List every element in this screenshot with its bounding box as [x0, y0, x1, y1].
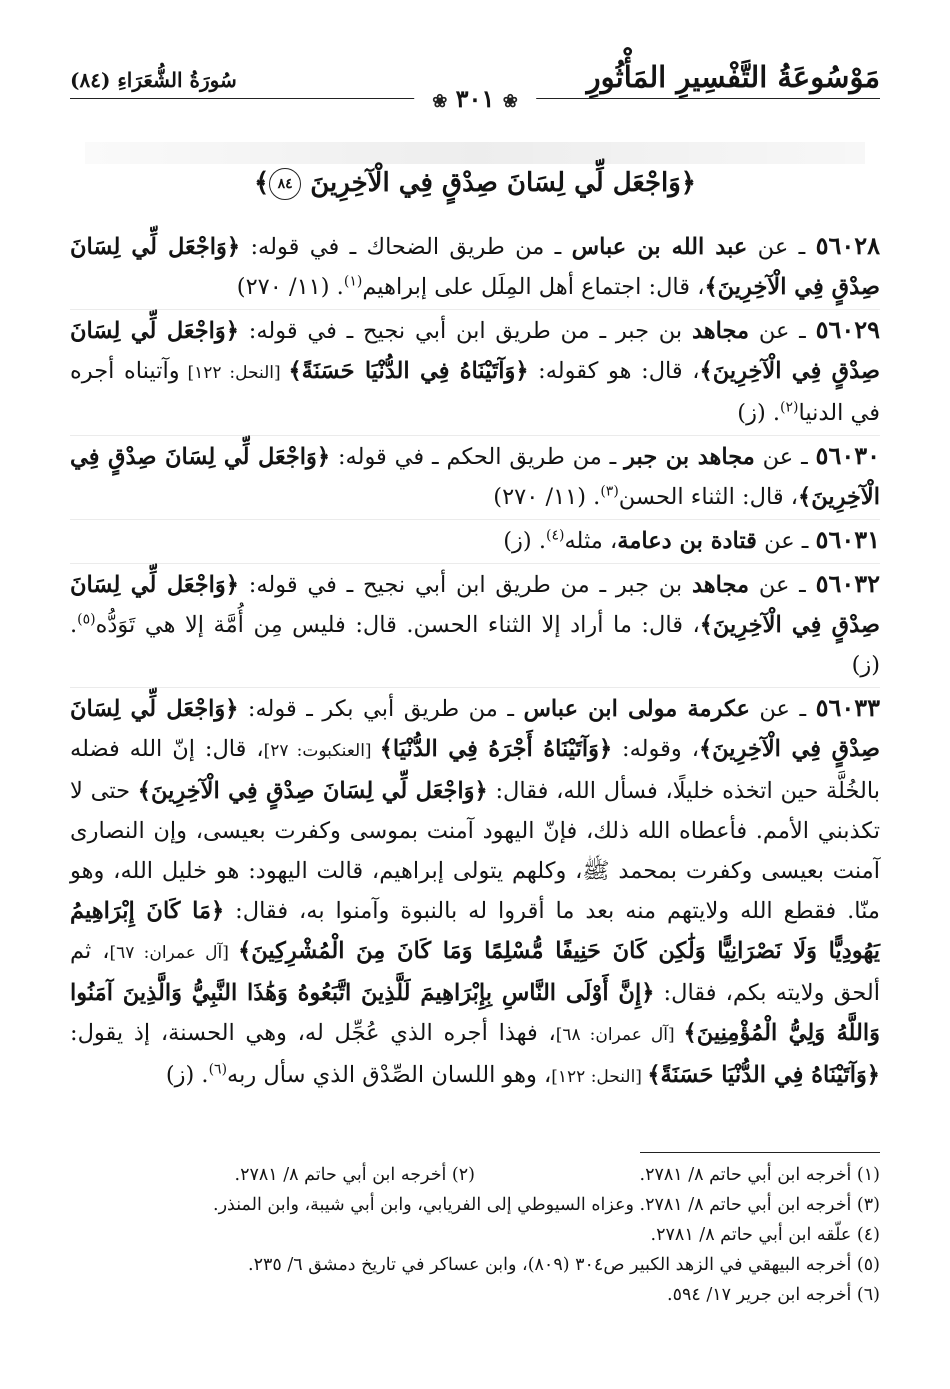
page-number-box	[414, 84, 536, 113]
entry-text: بن جبر ـ من طريق ابن أبي نجيح ـ في قوله:	[238, 572, 692, 598]
quran-quote: ﴿وَاجْعَل لِّي لِسَانَ صِدْقٍ فِي الْآخِرِينَ﴾	[70, 696, 880, 762]
entry-number: ٥٦٠٣٣	[815, 693, 881, 722]
footnote-marker[interactable]: (٣)	[600, 483, 619, 500]
footnote-4: (٤) علّقه ابن أبي حاتم ٨/ ٢٧٨١.	[650, 1225, 880, 1245]
entry-text: ، مثله	[564, 528, 618, 554]
entry-text: ـ عن	[747, 234, 816, 260]
entry-56032	[70, 563, 880, 687]
verse-text: ﴿وَاجْعَل لِّي لِسَانَ صِدْقٍ فِي الْآخِرِينَ	[310, 168, 697, 198]
entry-text: ، فهذا أجره الذي عُجِّل له، وهي الحسنة، إذ يقول:	[70, 1020, 556, 1046]
surah-reference: [العنكبوت: ٢٧]	[263, 741, 380, 761]
entry-number: ٥٦٠٣١	[815, 525, 880, 554]
book-title: مَوْسُوعَةُ التَّفْسِيرِ المَأْثُورِ	[586, 60, 880, 94]
entry-text: ، قال: ما أراد إلا الثناء الحسن. قال: فليس مِن أُمَّة إلا هي تَوَدُّه	[95, 612, 700, 638]
quran-quote: ﴿وَآتَيْنَاهُ فِي الدُّنْيَا حَسَنَةً﴾	[647, 1062, 880, 1088]
entry-number: ٥٦٠٢٨	[815, 231, 881, 260]
narrator: عبد الله بن عباس	[571, 234, 748, 260]
footnote-marker[interactable]: (١)	[343, 273, 363, 290]
footnote-1: (١) أخرجه ابن أبي حاتم ٨/ ٢٧٨١.	[639, 1165, 880, 1185]
quran-quote: ﴿وَاجْعَل لِّي لِسَانَ صِدْقٍ فِي الْآخِرِينَ﴾	[70, 444, 880, 510]
footnote-3: (٣) أخرجه ابن أبي حاتم ٨/ ٢٧٨١. وعزاه السيوطي إلى الفريابي، وابن أبي شيبة، وابن المنذر.	[213, 1195, 880, 1215]
entry-text: . (ز)	[165, 1062, 209, 1088]
footnote-rule	[640, 1152, 880, 1153]
footnote-6: (٦) أخرجه ابن جرير ١٧/ ٥٩٤.	[667, 1285, 880, 1305]
footnote-2: (٢) أخرجه ابن أبي حاتم ٨/ ٢٧٨١.	[234, 1165, 475, 1185]
quran-quote: ﴿مَا كَانَ إِبْرَاهِيمُ يَهُودِيًّا وَلَا نَصْرَانِيًّا وَلَٰكِن كَانَ حَنِيفًا مُّسْلِمًا وَمَا كَانَ مِنَ الْمُشْرِكِينَ﴾	[70, 898, 880, 964]
footnote-marker[interactable]: (٢)	[780, 399, 799, 416]
footnote-5: (٥) أخرجه البيهقي في الزهد الكبير ص٣٠٤ (٨٠٩)، وابن عساكر في تاريخ دمشق ٦/ ٢٣٥.	[247, 1255, 880, 1275]
entry-text: . (ز)	[70, 612, 880, 678]
surah-reference: [آل عمران: ٦٨]	[555, 1025, 684, 1045]
entry-56031	[70, 519, 880, 563]
entry-text: ، وهو اللسان الصِّدْق الذي سأل ربه	[227, 1062, 552, 1088]
surah-reference: [آل عمران: ٦٧]	[109, 943, 239, 963]
footnote-marker[interactable]: (٤)	[546, 527, 565, 544]
quran-quote: ﴿وَاجْعَل لِّي لِسَانَ صِدْقٍ فِي الْآخِرِينَ﴾	[137, 778, 488, 804]
verse-number-icon: ٨٤	[269, 168, 301, 200]
entry-text: ـ من طريق الحكم ـ في قوله:	[330, 444, 625, 470]
entry-text: ـ عن	[749, 318, 816, 344]
entry-text: ـ عن	[756, 528, 816, 554]
verse-heading	[0, 168, 950, 200]
entry-56030	[70, 435, 880, 519]
entry-text: . (١١/ ٢٧٠)	[493, 484, 601, 510]
entry-56028	[70, 226, 880, 309]
quran-quote: ﴿وَاجْعَل لِّي لِسَانَ صِدْقٍ فِي الْآخِرِينَ﴾	[70, 318, 880, 384]
surah-reference: [النحل: ١٢٢]	[551, 1067, 648, 1087]
entry-text: . (ز)	[737, 400, 781, 426]
narrator: مجاهد	[691, 572, 750, 598]
quran-quote: ﴿إِنَّ أَوْلَى النَّاسِ بِإِبْرَاهِيمَ لَلَّذِينَ اتَّبَعُوهُ وَهَٰذَا النَّبِيُّ وَالَّذِينَ آمَنُوا وَاللَّهُ وَلِيُّ الْمُؤْمِنِينَ﴾	[70, 980, 880, 1046]
entry-56033	[70, 687, 880, 1099]
quran-quote: ﴿وَاجْعَل لِّي لِسَانَ صِدْقٍ فِي الْآخِرِينَ﴾	[70, 234, 880, 300]
surah-reference: [النحل: ١٢٢]	[179, 363, 289, 383]
entry-text: ـ من طريق أبي بكر ـ قوله:	[238, 696, 524, 722]
entry-text: ـ عن	[749, 696, 816, 722]
footnote-marker[interactable]: (٥)	[77, 611, 96, 628]
narrator: مجاهد بن جبر	[624, 444, 755, 470]
entry-number: ٥٦٠٣٢	[815, 569, 881, 598]
surah-name: سُورَةُ الشُّعَرَاءِ (٨٤)	[70, 68, 237, 92]
page-number: ٣٠١	[455, 84, 495, 113]
quran-quote: ﴿وَاجْعَل لِّي لِسَانَ صِدْقٍ فِي الْآخِرِينَ﴾	[70, 572, 881, 638]
entry-text: وآتيناه أجره في الدنيا	[70, 358, 880, 426]
footnote-marker[interactable]: (٦)	[208, 1061, 228, 1078]
entry-text: ، قال: إنّ الله فضله بالخُلَّة حين اتخذه خليلًا، فسأل الله، فقال:	[70, 736, 881, 804]
ornament-icon: ❀	[502, 91, 518, 112]
entry-number: ٥٦٠٣٠	[815, 441, 880, 470]
entry-text: حتى لا تكذبني الأمم. فأعطاه الله ذلك، فإنّ اليهود آمنت بموسى وكفرت بعيسى، وإن النصارى آمنت بعيسى وكفرت بمحمد ﷺ، وكلهم يتولى إبراهيم، قالت اليهود: هو خليل الله، وهو منّا. فقطع الله ولايتهم منه بعد ما أقروا له بالنبوة وآمنوا به، فقال:	[70, 778, 880, 924]
entry-text: ، قال: هو كقوله:	[528, 358, 700, 384]
scan-smudge	[85, 142, 865, 164]
narrator: مجاهد	[691, 318, 750, 344]
entry-text: ، ثم ألحق ولايته بكم، فقال:	[70, 938, 880, 1006]
entry-text: . (١١/ ٢٧٠)	[236, 274, 344, 300]
entry-text: ، وقوله:	[612, 736, 699, 762]
verse-close: ﴾	[253, 168, 270, 198]
entry-text: بن جبر ـ من طريق ابن أبي نجيح ـ في قوله:	[238, 318, 692, 344]
entry-text: ـ عن	[754, 444, 816, 470]
page-header	[70, 52, 880, 118]
entry-text: ، قال: الثناء الحسن	[618, 484, 799, 510]
entry-text: ـ عن	[749, 572, 816, 598]
entry-text: ، قال: اجتماع أهل المِلَل على إبراهيم	[362, 274, 705, 300]
narrator: عكرمة مولى ابن عباس	[523, 696, 750, 722]
footnotes	[70, 1160, 880, 1310]
entry-text: ـ من طريق الضحاك ـ في قوله:	[240, 234, 572, 260]
footnote-row	[70, 1160, 880, 1190]
quran-quote: ﴿وَآتَيْنَاهُ فِي الدُّنْيَا حَسَنَةً﴾	[288, 358, 529, 384]
entry-text: . (ز)	[503, 528, 546, 554]
narrator: قتادة بن دعامة	[617, 528, 757, 554]
ornament-icon: ❀	[432, 91, 448, 112]
entry-number: ٥٦٠٢٩	[815, 315, 881, 344]
entry-56029	[70, 309, 880, 435]
quran-quote: ﴿وَآتَيْنَاهُ أَجْرَهُ فِي الدُّنْيَا﴾	[379, 736, 613, 762]
commentary-body	[70, 226, 880, 1099]
